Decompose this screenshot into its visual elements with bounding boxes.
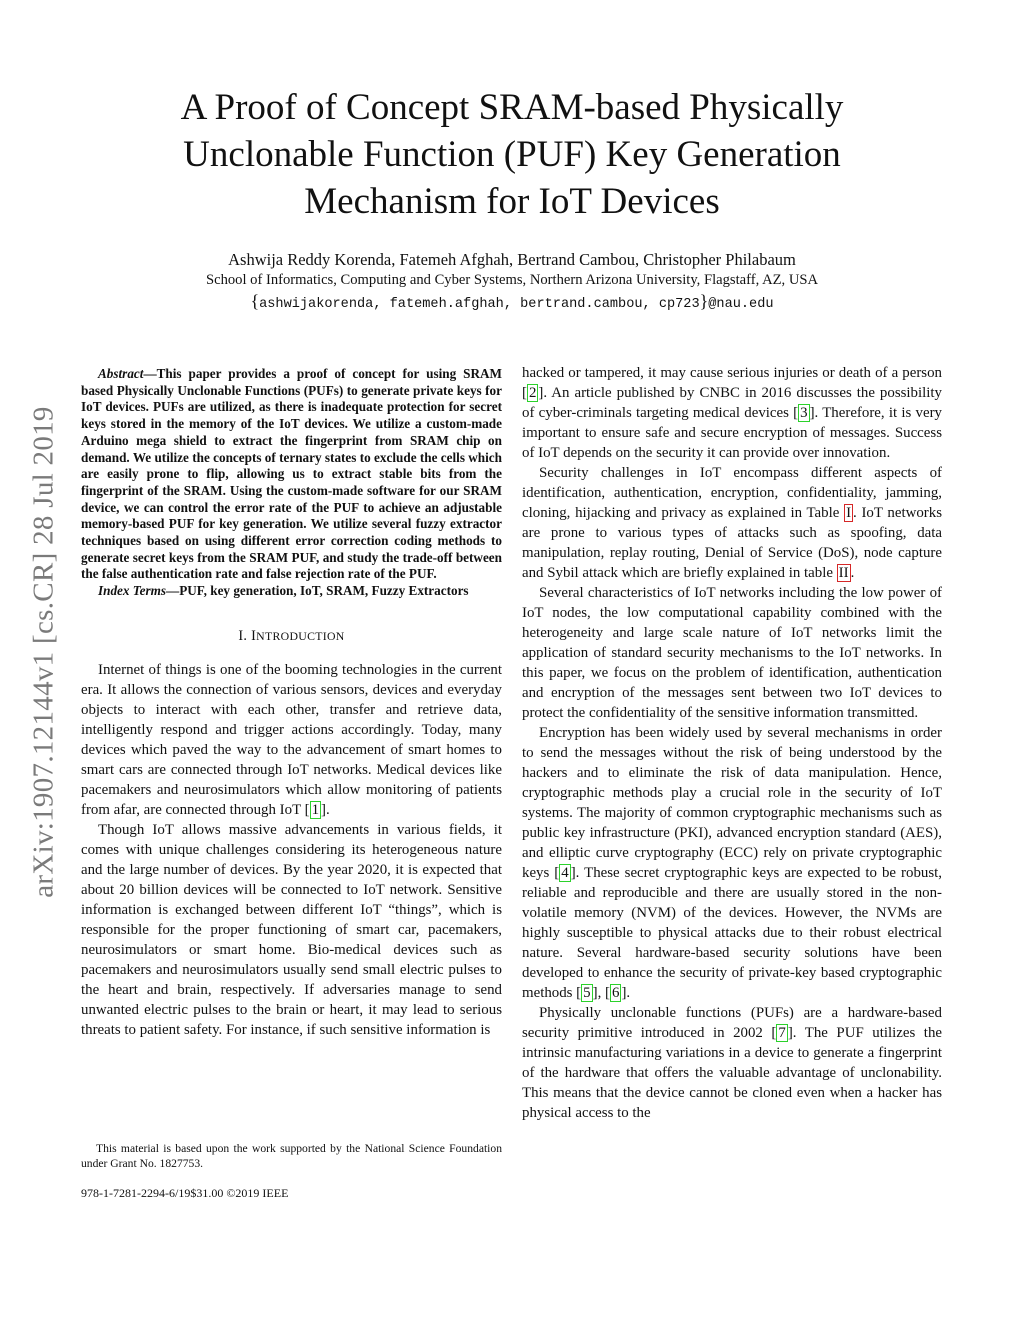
citation-link[interactable]: 3	[800, 405, 808, 421]
paragraph-text: ]. An article published by CNBC in 2016 discusses the possibility of cyber-criminals targeting medical devices [	[522, 385, 942, 421]
abstract	[81, 366, 502, 583]
abstract-text: —This paper provides a proof of concept for using SRAM based Physically Unclonable Functions (PUFs) to generate private keys for IoT devices. PUFs are utilized, as there is inadequate protection for secret keys stored in the memory of the IoT devices. We utilize a custom-made Arduino mega shield to extract the fingerprint from SRAM chip on demand. We utilize the concepts of ternary states to exclude the cells which are easily prone to flip, allowing us to extract stable bits from the fingerprint of the SRAM. Using the custom-made software for our SRAM device, we can control the error rate of the PUF to achieve an adjustable memory-based PUF for key generation. We utilize several fuzzy extractor techniques based on using different error correction coding methods to generate secret keys from the SRAM PUF, and study the trade-off between the false authentication rate and false rejection rate of the PUF.	[81, 366, 502, 582]
citation-link[interactable]: 4	[561, 865, 569, 881]
paragraph-text: Physically unclonable functions (PUFs) are a hardware-based security primitive introduced in 2002 [	[522, 1005, 942, 1041]
paragraph-text: ].	[321, 801, 330, 818]
arxiv-stamp: arXiv:1907.12144v1 [cs.CR] 28 Jul 2019	[27, 406, 60, 898]
author-emails	[60, 291, 964, 315]
intro-paragraph-6	[522, 723, 942, 1003]
citation-link[interactable]: 2	[528, 385, 537, 401]
paragraph-text: ], [	[592, 985, 610, 1001]
citation-link[interactable]: 6	[611, 985, 620, 1001]
section-initial: I	[251, 627, 257, 644]
funding-footnote: This material is based upon the work supported by the National Science Foundation under Grant No. 1827753.	[81, 1142, 502, 1170]
paragraph-text: ].	[621, 985, 631, 1001]
citation-link[interactable]: 5	[583, 985, 591, 1001]
citation-link[interactable]: 1	[311, 801, 320, 818]
section-heading-introduction	[81, 626, 502, 646]
intro-paragraph-3	[522, 363, 942, 463]
author-list: Ashwija Reddy Korenda, Fatemeh Afghah, Bertrand Cambou, Christopher Philabaum	[228, 250, 796, 269]
intro-paragraph-5: Several characteristics of IoT networks including the low power of IoT nodes, the low computational capability combined with the heterogeneity and large scale nature of IoT networks limit the application of standard security mechanisms to the IoT networks. In this paper, we focus on the problem of identification, authentication and encryption of the messages sent between two IoT devices to protect the confidentiality of the sensitive information transmitted.	[522, 585, 942, 721]
section-numeral: I.	[238, 627, 252, 644]
title-line-3: Mechanism for IoT Devices	[304, 181, 720, 222]
paragraph-text: Security challenges in IoT encompass different aspects of identification, authentication, encryption, confidentiality, jamming, cloning, hijacking and privacy as explained in Table	[522, 465, 942, 521]
paragraph-text: hacked or tampered, it may cause serious injuries or death of a person [	[522, 365, 942, 401]
paper-title	[100, 84, 924, 225]
index-terms	[81, 583, 502, 600]
email-list: ashwijakorenda, fatemeh.afghah, bertrand.cambou, cp723	[259, 297, 700, 312]
intro-paragraph-4	[522, 463, 942, 583]
citation-link[interactable]: 7	[778, 1025, 786, 1041]
intro-paragraph-2: Though IoT allows massive advancements in various fields, it comes with unique challenges considering its heterogeneous nature and the large number of devices. By the year 2020, it is expected that about 20 billion devices will be connected to IoT network. Sensitive information is exchanged between different IoT “things”, which is responsible for the proper functioning of smart car, pacemakers, neurosimulators or smart home. Bio-medical devices such as pacemakers and neurosimulators usually send small electric pulses to the heart and brain, respectively. If adversaries manage to send unwanted electric pulses to the brain or heart, it may lead to serious threats to patient safety. For instance, if such sensitive information is	[81, 821, 502, 1038]
title-line-1: A Proof of Concept SRAM-based Physically	[180, 87, 844, 128]
section-title-rest: NTRODUCTION	[256, 628, 345, 643]
paragraph-text: .	[850, 565, 855, 581]
copyright-notice: 978-1-7281-2294-6/19$31.00 ©2019 IEEE	[81, 1186, 289, 1200]
index-terms-text: —PUF, key generation, IoT, SRAM, Fuzzy Extractors	[166, 583, 469, 599]
table-reference-link[interactable]: I	[846, 505, 852, 521]
table-reference-link[interactable]: II	[838, 565, 849, 581]
intro-paragraph-1	[81, 660, 502, 820]
index-terms-lead: Index Terms	[98, 583, 167, 599]
title-line-2: Unclonable Function (PUF) Key Generation	[183, 134, 841, 175]
paragraph-text: Encryption has been widely used by several mechanisms in order to send the messages without the risk of being understood by the hackers and to eliminate the risk of data manipulation. Hence, cryptographic methods play a crucial role in the security of IoT systems. The majority of common cryptographic mechanisms such as public key infrastructure (PKI), advanced encryption standard (AES), and elliptic curve cryptography (ECC) rely on private cryptographic keys [	[522, 725, 942, 881]
email-domain: @nau.edu	[708, 297, 774, 312]
abstract-lead: Abstract	[98, 366, 144, 381]
right-column	[522, 363, 942, 1123]
paragraph-text: Internet of things is one of the booming technologies in the current era. It allows the connection of various sensors, devices and everyday objects to interact with each other, transfer and retrieve data, intelligently respond and trigger actions accordingly. Today, many devices which paved the way to the advancement of smart homes to smart cars are connected through IoT networks. Medical devices like pacemakers and neurosimulators which allow monitoring of patients from afar, are connected through IoT [	[81, 661, 502, 818]
paragraph-text: ]. The PUF utilizes the intrinsic manufacturing variations in a device to generate a fingerprint of the hardware that offers the valuable advantage of unclonability. This means that the device cannot be cloned even when a hacker has physical access to the	[522, 1025, 942, 1121]
affiliation: School of Informatics, Computing and Cyber Systems, Northern Arizona University, Flagstaff, AZ, USA	[205, 272, 819, 288]
email-brace-open: {	[250, 291, 260, 311]
intro-paragraph-7	[522, 1003, 942, 1123]
left-column	[81, 366, 502, 1040]
paragraph-text: . IoT networks are prone to various types of attacks such as spoofing, data manipulation, replay routing, Denial of Service (DoS), node capture and Sybil attack which are briefly explained in table	[522, 505, 942, 581]
paragraph-text: ]. Therefore, it is very important to ensure safe and secure encryption of messages. Success of IoT depends on the security it can provide over innovation.	[522, 405, 942, 461]
email-brace-close: }	[699, 291, 709, 311]
paragraph-text: ]. These secret cryptographic keys are expected to be robust, reliable and reproducible and there are usually stored in the non-volatile memory (NVM) of the devices. However, the NVMs are highly susceptible to physical attacks due to their robust electrical nature. Several hardware-based security solutions have been developed to enhance the security of private-key based cryptographic methods [	[522, 865, 942, 1001]
